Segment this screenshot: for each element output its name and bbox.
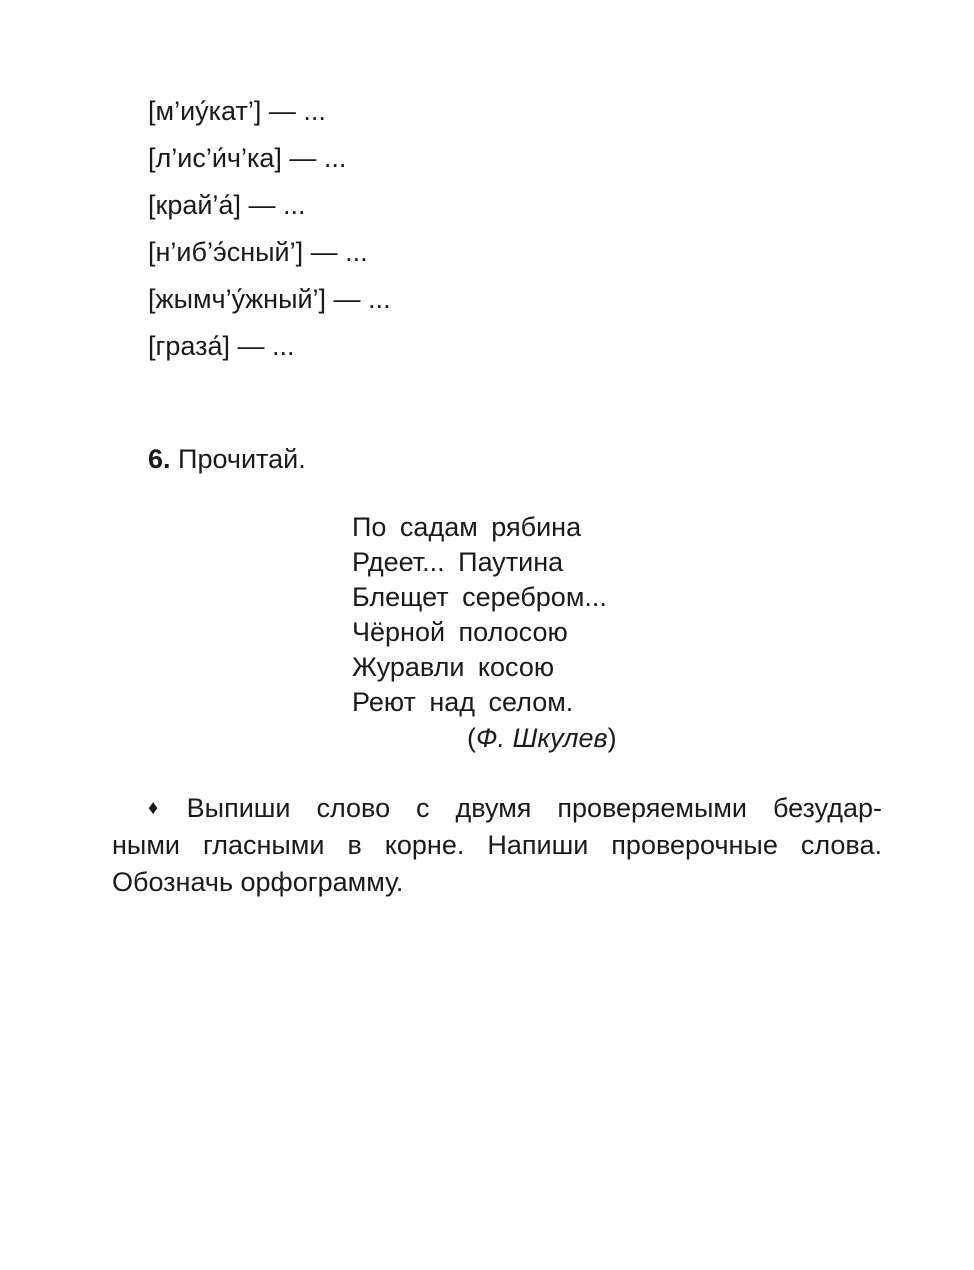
task-heading <box>148 441 306 477</box>
poem-line: Рдеет... Паутина <box>352 547 564 577</box>
poem-line: Блещет серебром... <box>352 582 607 612</box>
transcription-list <box>148 88 391 370</box>
exercise-line-text: Выпиши слово с двумя проверяемыми безудар- <box>186 793 882 823</box>
transcription-item: [н’иб’э́сный’] — ... <box>148 237 368 267</box>
task-number: 6. <box>148 444 171 474</box>
author-close-paren: ) <box>607 723 617 753</box>
poem-line: По садам рябина <box>352 512 582 542</box>
poem <box>352 510 607 720</box>
exercise-instruction <box>112 790 882 901</box>
task-instruction: Прочитай. <box>178 444 306 474</box>
transcription-item: [л’ис’и́ч’ка] — ... <box>148 143 347 173</box>
exercise-line: ными гласными в корне. Напиши проверочные слова. <box>112 830 882 860</box>
author-open-paren: ( <box>467 723 476 753</box>
poem-line: Реют над селом. <box>352 687 574 717</box>
author-name: Ф. Шкулев <box>476 723 608 753</box>
transcription-item: [край’а́] — ... <box>148 190 306 220</box>
poem-line: Журавли косою <box>352 652 555 682</box>
transcription-item: [м’иу́кат’] — ... <box>148 96 326 126</box>
transcription-item: [жымч’у́жный’] — ... <box>148 284 391 314</box>
exercise-line: Обозначь орфограмму. <box>112 867 404 897</box>
diamond-bullet-icon: ♦ <box>148 797 177 819</box>
exercise-line <box>112 790 882 827</box>
transcription-item: [граза́] — ... <box>148 331 295 361</box>
poem-line: Чёрной полосою <box>352 617 568 647</box>
poem-author <box>467 720 617 756</box>
